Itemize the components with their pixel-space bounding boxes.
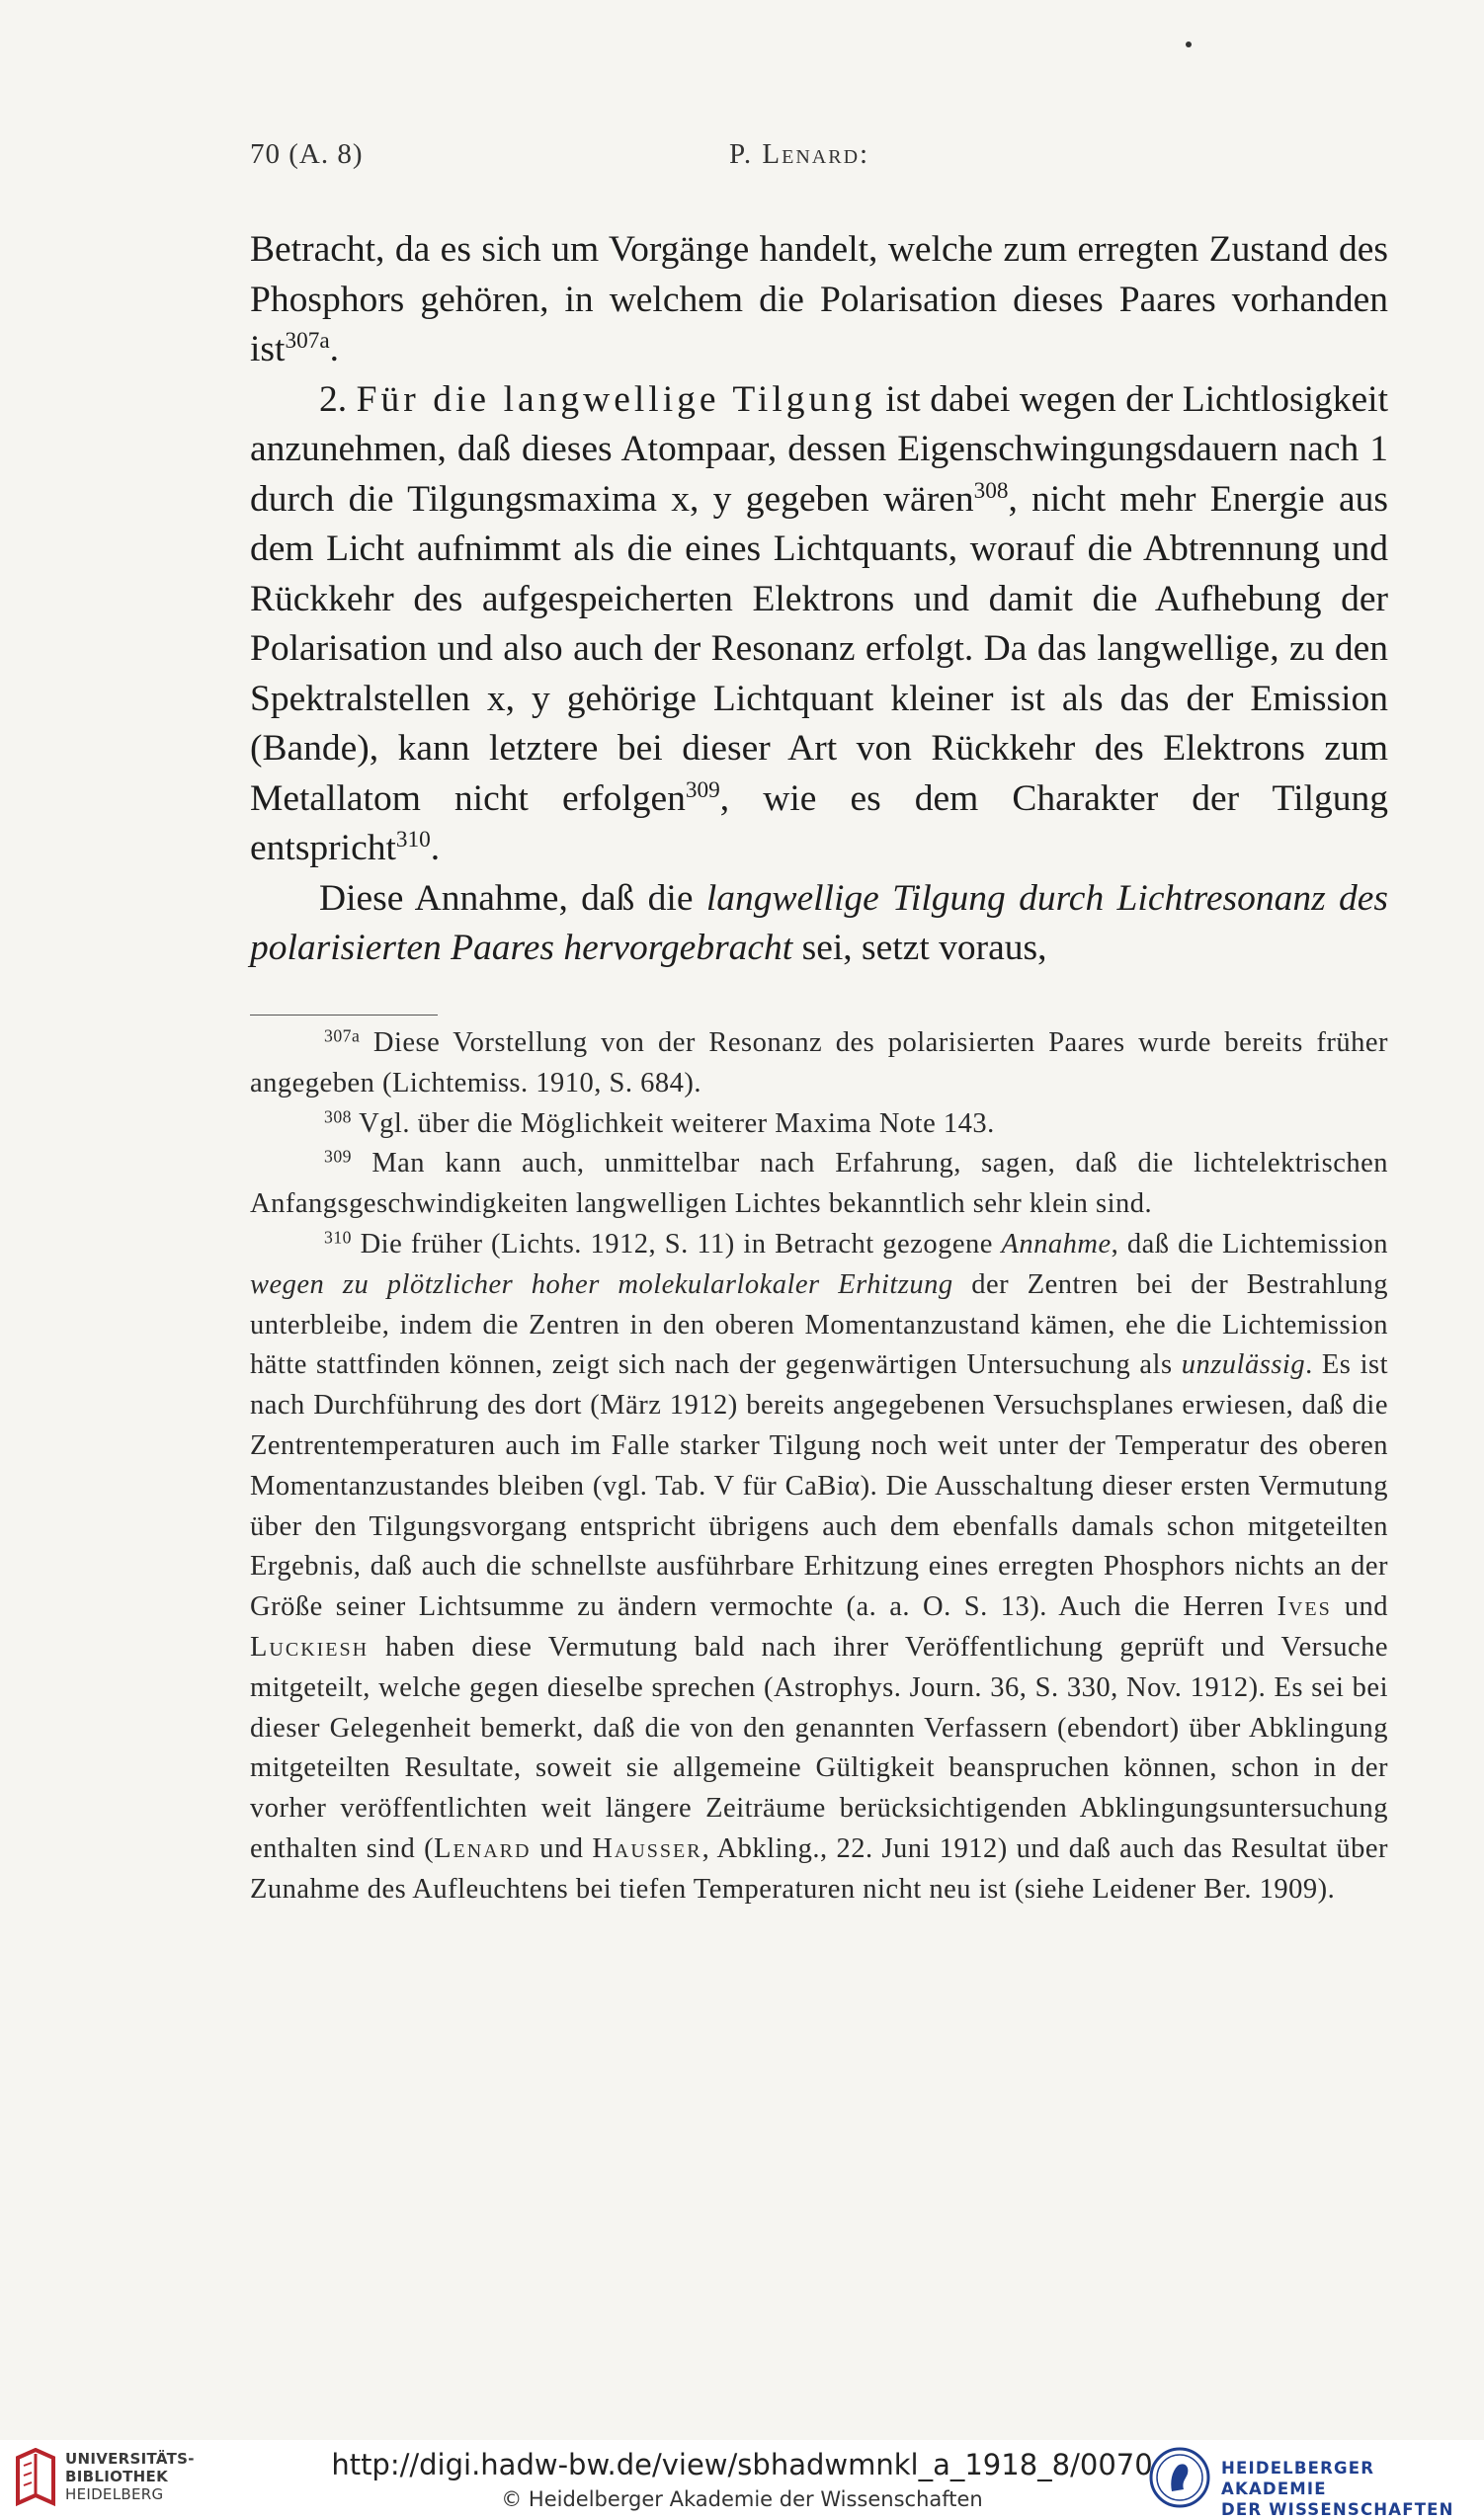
footnote-308: $^{308}$ Vgl. über die Möglichkeit weiterer Maxima Note 143.	[324, 1105, 995, 1139]
page-number: 70 (A. 8)	[250, 138, 364, 170]
footnote-ref-310[interactable]: 310	[395, 827, 431, 854]
academy-logo-text: HEIDELBERGER AKADEMIE DER WISSENSCHAFTEN	[1221, 2459, 1454, 2519]
footnote-separator	[250, 1015, 438, 1016]
footnote-ref-308[interactable]: 308	[973, 477, 1009, 504]
scan-speck	[1186, 41, 1192, 47]
running-head	[250, 138, 1386, 178]
paragraph-3: Diese Annahme, daß die langwellige Tilgung durch Lichtresonanz des polarisierten Paares hervorgebracht sei, setzt voraus,	[250, 877, 1388, 968]
main-text	[250, 225, 1388, 974]
footnote-ref-309[interactable]: 309	[685, 776, 720, 803]
footnote-310: $^{310}$ Die früher (Lichts. 1912, S. 11) in Betracht gezogene Annahme, daß die Lichtemission wegen zu plötzlicher hoher molekularlokaler Erhitzung der Zentren bei der Bestrahlung unterbleibe, indem die Zentren in den oberen Momentanzustand kämen, ehe die Lichtemission hätte stattfinden können, zeigt sich nach der gegenwärtigen Untersuchung als unzulässig. Es ist nach Durchführung des dort (März 1912) bereits angegebenen Versuchsplanes erwiesen, daß die Zentrentemperaturen auch im Falle starker Tilgung noch weit unter der Temperatur des oberen Momentanzustandes bleiben (vgl. Tab. V für CaBiα). Die Ausschaltung dieser ersten Vermutung über den Tilgungsvorgang entspricht übrigens auch dem ebenfalls damals schon mitgeteilten Ergebnis, daß auch die schnellste ausführbare Erhitzung eines erregten Phosphors nichts an der Größe seiner Lichtsumme zu ändern vermochte (a. a. O. S. 13). Auch die Herren Ives und Luckiesh haben diese Vermutung bald nach ihrer Veröffentlichung geprüft und Versuche mitgeteilt, welche gegen dieselbe sprechen (Astrophys. Journ. 36, S. 330, Nov. 1912). Es sei bei dieser Gelegenheit bemerkt, daß die von den genannten Verfassern (ebendort) über Abklingung mitgeteilten Resultate, soweit sie allgemeine Gültigkeit beanspruchen können, schon in der vorher veröffentlichten weit längere Zeiträume berücksichtigenden Abklingungsuntersuchung enthalten sind (Lenard und Hausser, Abkling., 22. Juni 1912) und daß auch das Resultat über Zunahme des Aufleuchtens bei tiefen Temperaturen nicht neu ist (siehe Leidener Ber. 1909).	[250, 1227, 1389, 1905]
footnote-307a: $^{307a}$ Diese Vorstellung von der Resonanz des polarisierten Paares wurde bereits früher angegeben (Lichtemiss. 1910, S. 684).	[250, 1025, 1388, 1098]
author-name: P. Lenard:	[729, 138, 870, 170]
paragraph-1: Betracht, da es sich um Vorgänge handelt, welche zum erregten Zustand des Phosphors gehören, in welchem die Polarisation dieses Paares vorhanden ist$^{307a}$.	[250, 229, 1388, 369]
viewer-footer	[0, 2440, 1484, 2519]
paragraph-2: 2. Für die langwellige Tilgung ist dabei wegen der Lichtlosigkeit anzunehmen, daß dieses Atompaar, dessen Eigenschwingungsdauern nach 1 durch die Tilgungsmaxima x, y gegeben wären$^{308}$, nicht mehr Energie aus dem Licht aufnimmt als die eines Lichtquants, worauf die Abtrennung und Rückkehr des aufgespeicherten Elektrons und damit die Aufhebung der Polarisation und also auch der Resonanz erfolgt. Da das langwellige, zu den Spektralstellen x, y gehörige Lichtquant kleiner ist als das der Emission (Bande), kann letztere bei dieser Art von Rückkehr des Elektrons zum Metallatom nicht erfolgen$^{309}$, wie es dem Charakter der Tilgung entspricht$^{310}$.	[250, 378, 1388, 868]
university-library-logo-text: UNIVERSITÄTS- BIBLIOTHEK HEIDELBERG	[65, 2450, 195, 2503]
footnotes	[250, 1023, 1388, 1910]
emphasis: langwellige Tilgung durch Lichtresonanz des polarisierten Paares hervorgebracht	[250, 877, 1388, 968]
academy-seal-icon[interactable]	[1148, 2446, 1211, 2509]
footnote-309: $^{309}$ Man kann auch, unmittelbar nach Erfahrung, sagen, daß die lichtelektrischen Anfangsgeschwindigkeiten langwelligen Lichtes bekanntlich sehr klein sind.	[250, 1146, 1388, 1220]
footnote-ref-307a[interactable]: 307a	[285, 328, 330, 355]
permalink-url[interactable]: http://digi.hadw-bw.de/view/sbhadwmnkl_a_1918_8/0070	[331, 2448, 1153, 2481]
copyright-notice: © Heidelberger Akademie der Wissenschaften	[501, 2487, 983, 2511]
